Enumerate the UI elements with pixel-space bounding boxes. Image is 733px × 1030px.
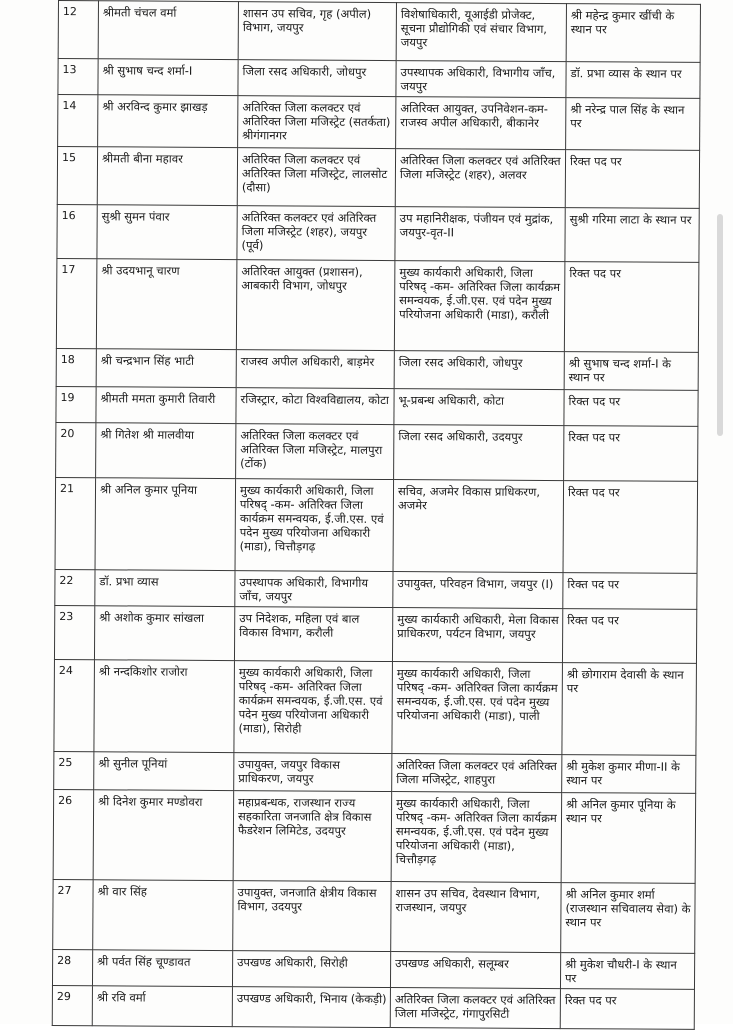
new-posting: जिला रसद अधिकारी, जोधपुर [394,351,564,390]
serial-number: 26 [53,789,94,879]
transfer-list-table [52,0,701,1030]
new-posting: मुख्य कार्यकारी अधिकारी, जिला परिषद् -कम- अतिरिक्त जिला कार्यक्रम समन्वयक, ई.जी.एस. एवं पदेन मुख्य परियोजना अधिकारी (माडा), करौली [394,261,565,352]
officer-name: श्री सुनील पूनियां [94,752,234,791]
officer-name: श्री अनिल कुमार पूनिया [95,478,236,571]
new-posting: उपस्थापक अधिकारी, विभागीय जाँच, जयपुर [396,61,566,98]
table-row [56,386,698,426]
vice-remark: श्री मुकेश चौधरी-I के स्थान पर [560,953,694,990]
current-posting: अतिरिक्त जिला कलक्टर एवं अतिरिक्त जिला मजिस्ट्रेट, मालपुरा (टोंक) [236,424,394,480]
vice-remark: रिक्त पद पर [564,426,698,482]
officer-name: श्रीमती ममता कुमारी तिवारी [96,387,236,424]
serial-number: 21 [55,477,96,569]
current-posting: उपखण्ड अधिकारी, सिरोही [232,951,390,988]
table-row [57,204,699,262]
officer-name: श्री दिनेश कुमार मण्डोवरा [93,790,234,881]
current-posting: अतिरिक्त आयुक्त (प्रशासन), आबकारी विभाग, जोधपुर [236,260,395,351]
serial-number: 12 [58,1,98,59]
vice-remark: रिक्त पद पर [563,573,697,610]
table-row [58,95,700,151]
new-posting: भू-प्रबन्ध अधिकारी, कोटा [394,389,564,426]
serial-number: 15 [57,147,97,205]
current-posting: अतिरिक्त कलक्टर एवं अतिरिक्त जिला मजिस्ट्रेट (शहर), जयपुर (पूर्व) [237,206,395,261]
serial-number: 27 [53,879,93,949]
new-posting: उप महानिरीक्षक, पंजीयन एवं मुद्रांक, जयपुर-वृत-II [395,207,565,262]
new-posting: विशेषाधिकारी, यूआईडी प्रोजेक्ट, सूचना प्रौद्योगिकी एवं संचार विभाग, जयपुर [396,3,566,62]
current-posting: शासन उप सचिव, गृह (अपील) विभाग, जयपुर [238,2,396,61]
current-posting: उप निदेशक, महिला एवं बाल विकास विभाग, करौली [234,607,392,662]
vice-remark: रिक्त पद पर [563,481,698,574]
new-posting: अतिरिक्त जिला कलक्टर एवं अतिरिक्त जिला मजिस्ट्रेट, गंगापुरसिटी [390,988,560,1029]
table-row [56,348,698,390]
table-row [54,751,696,793]
serial-number: 14 [58,95,98,147]
table-row [55,569,697,609]
serial-number: 25 [54,751,94,789]
current-posting: उपायुक्त, जनजाति क्षेत्रीय विकास विभाग, उदयपुर [233,881,391,952]
table-row [56,422,698,481]
serial-number: 16 [57,204,97,258]
table-row [54,659,697,755]
officer-name: श्री वार सिंह [93,880,233,951]
current-posting: उपस्थापक अधिकारी, विभागीय जाँच, जयपुर [235,571,393,608]
table-row [53,789,696,883]
serial-number: 29 [52,985,92,1025]
current-posting: राजस्व अपील अधिकारी, बाड़मेर [236,350,394,389]
new-posting: जिला रसद अधिकारी, उदयपुर [394,425,564,481]
new-posting: उपखण्ड अधिकारी, सलूम्बर [390,952,560,989]
table-row [57,147,699,209]
table-row [55,477,698,573]
new-posting: मुख्य कार्यकारी अधिकारी, जिला परिषद् -कम- अतिरिक्त जिला कार्यक्रम समन्वयक, ई.जी.एस. एवं पदेन मुख्य परियोजना अधिकारी (माडा), चित्तौड़गढ़ [391,792,562,883]
new-posting: अतिरिक्त जिला कलक्टर एवं अतिरिक्त जिला मजिस्ट्रेट (शहर), अलवर [395,149,565,208]
current-posting: अतिरिक्त जिला कलक्टर एवं अतिरिक्त जिला मजिस्ट्रेट (सतर्कता) श्रीगंगानगर [238,96,396,149]
table-row [52,949,694,989]
new-posting: शासन उप सचिव, देवस्थान विभाग, राजस्थान, जयपुर [391,882,561,953]
officer-name: श्री उदयभानू चारण [96,259,237,350]
table-row [53,879,695,953]
vice-remark: श्री नरेन्द्र पाल सिंह के स्थान पर [566,98,700,151]
new-posting: अतिरिक्त जिला कलक्टर एवं अतिरिक्त जिला मजिस्ट्रेट, शाहपुरा [392,754,562,793]
current-posting: अतिरिक्त जिला कलक्टर एवं अतिरिक्त जिला मजिस्ट्रेट, लालसोट (दौसा) [237,148,395,207]
officer-name: श्री पर्वत सिंह चूण्डावत [92,950,232,987]
table-row [58,1,700,63]
officer-name: श्री अशोक कुमार सांखला [94,606,234,661]
current-posting: मुख्य कार्यकारी अधिकारी, जिला परिषद् -कम- अतिरिक्त जिला कार्यक्रम समन्वयक, ई.जी.एस. एवं पदेन मुख्य परियोजना अधिकारी (माडा), सिरोही [234,661,393,754]
serial-number: 28 [52,949,92,985]
vice-remark: श्री छोगाराम देवासी के स्थान पर [562,663,697,756]
new-posting: अतिरिक्त आयुक्त, उपनिवेशन-कम-राजस्व अपील अधिकारी, बीकानेर [396,97,566,150]
officer-name: सुश्री सुमन पंवार [97,205,237,260]
serial-number: 17 [56,258,97,348]
serial-number: 18 [56,348,96,386]
new-posting: मुख्य कार्यकारी अधिकारी, जिला परिषद् -कम- अतिरिक्त जिला कार्यक्रम समन्वयक, ई.जी.एस. एवं पदेन मुख्य परियोजना अधिकारी (माडा), पाली [392,662,563,755]
officer-name: डॉ. प्रभा व्यास [95,570,235,607]
scrollbar-thumb[interactable] [717,214,723,436]
officer-name: श्री अरविन्द कुमार झाखड़ [98,95,238,148]
officer-name: श्रीमती चंचल वर्मा [98,1,238,60]
officer-name: श्री चन्द्रभान सिंह भाटी [96,349,236,388]
vice-remark: रिक्त पद पर [564,262,699,353]
vice-remark: डॉ. प्रभा व्यास के स्थान पर [566,62,700,99]
new-posting: उपायुक्त, परिवहन विभाग, जयपुर (I) [393,572,563,609]
current-posting: जिला रसद अधिकारी, जोधपुर [238,60,396,97]
serial-number: 23 [54,605,94,659]
vice-remark: श्री मुकेश कुमार मीणा-II के स्थान पर [562,755,696,794]
vice-remark: रिक्त पद पर [562,609,696,664]
new-posting: सचिव, अजमेर विकास प्राधिकरण, अजमेर [393,480,564,573]
officer-name: श्रीमती बीना महावर [97,147,237,206]
table-row [58,59,700,99]
vice-remark: रिक्त पद पर [564,390,698,427]
officer-name: श्री गितेश श्री मालवीया [96,423,236,479]
current-posting: मुख्य कार्यकारी अधिकारी, जिला परिषद् -कम- अतिरिक्त जिला कार्यक्रम समन्वयक, ई.जी.एस. एवं पदेन मुख्य परियोजना अधिकारी (माडा), चित्तौड़गढ़ [235,479,394,572]
serial-number: 22 [55,569,95,605]
vice-remark: श्री अनिल कुमार पूनिया के स्थान पर [561,793,696,884]
new-posting: मुख्य कार्यकारी अधिकारी, मेला विकास प्राधिकरण, पर्यटन विभाग, जयपुर [392,608,562,663]
officer-name: श्री रवि वर्मा [92,986,232,1027]
current-posting: महाप्रबन्धक, राजस्थान राज्य सहकारिता जनजाति क्षेत्र विकास फैडरेशन लिमिटेड, उदयपुर [233,791,392,882]
table-row [52,985,694,1029]
current-posting: उपखण्ड अधिकारी, भिनाय (केकड़ी) [232,987,390,1028]
table-row [54,605,696,663]
vice-remark: सुश्री गरिमा लाटा के स्थान पर [565,208,699,263]
officer-name: श्री नन्दकिशोर राजोरा [94,660,235,753]
vice-remark: रिक्त पद पर [565,150,699,209]
vice-remark: रिक्त पद पर [560,989,694,1030]
serial-number: 19 [56,386,96,422]
serial-number: 20 [56,422,96,477]
officer-name: श्री सुभाष चन्द शर्मा-I [98,59,238,96]
vice-remark: श्री अनिल कुमार शर्मा (राजस्थान सचिवालय सेवा) के स्थान पर [561,883,695,954]
serial-number: 24 [54,659,95,751]
serial-number: 13 [58,59,98,95]
current-posting: उपायुक्त, जयपुर विकास प्राधिकरण, जयपुर [234,753,392,792]
current-posting: रजिस्ट्रार, कोटा विश्वविद्यालय, कोटा [236,388,394,425]
vice-remark: श्री सुभाष चन्द शर्मा-I के स्थान पर [564,352,698,391]
vice-remark: श्री महेन्द्र कुमार खींची के स्थान पर [566,4,700,63]
table-row [56,258,699,352]
